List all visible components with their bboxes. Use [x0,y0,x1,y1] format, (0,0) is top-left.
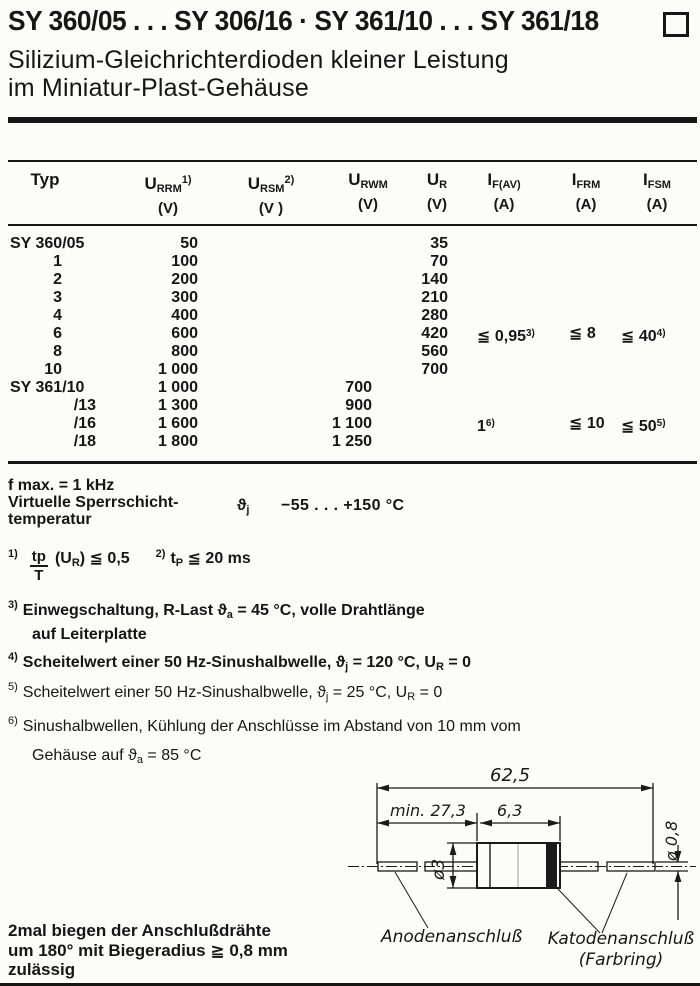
page-subtitle [8,46,509,102]
col-header-ifsm: IFSM (A) [643,170,671,213]
junction-temp-range: −55 . . . +150 °C [281,497,405,514]
table-row: 2 200 140 [53,271,448,288]
dim-overall-length: 62,5 [490,765,531,786]
page-title: SY 360/05 . . . SY 306/16 · SY 361/10 . . . SY 361/18 [8,5,599,36]
footnote-1-2: 1) $\frac{tp}{T}$ (UR) ≦ 0,5 2) tP ≦ 20 ms [8,548,251,584]
table-row: 3 300 210 [53,289,448,306]
table-row: 4 400 280 [53,307,448,324]
table-row: 10 1 000 700 [44,361,448,378]
ratings-table [8,235,681,451]
col-header-typ: Typ [30,170,60,189]
junction-temp-label: Virtuelle Sperrschicht- temperatur [8,494,179,528]
bend-note: 2mal biegen der Anschlußdrähte um 180° mit Biegeradius ≧ 0,8 mm zulässig [8,921,288,979]
table-header-rule [8,224,697,226]
corner-checkbox-icon [663,12,689,37]
table-row: SY 361/10 1 000 700 [10,379,372,396]
footnote-3: $^{3)}$ Einwegschaltung, R-Last ϑa = 45 °C, volle Drahtlänge auf Leiterplatte [8,599,425,643]
col-header-ursm: URSM$^{2)}$ (V ) [247,174,295,217]
anode-label: Anodenanschluß [381,927,523,947]
table-row: SY 360/05 50 35 [10,235,448,252]
table-row: /13 1 300 900 [73,397,372,414]
col-header-ur: UR (V) [426,170,448,213]
thick-divider [8,117,697,123]
col-header-ifrm: IFRM (A) [571,170,601,213]
table-row: /16 1 600 1 100 1$^{6)}$ ≦ 10 ≦ 50$^{5)}$ [73,415,666,435]
col-header-ifav: IF(AV) (A) [487,170,521,213]
junction-temp-symbol: ϑj [237,497,250,516]
table-row: 6 600 420 ≦ 0,95$^{3)}$ ≦ 8 ≦ 40$^{4)}$ [53,325,666,345]
table-top-rule [8,160,697,162]
footnote-4: $^{4)}$ Scheitelwert einer 50 Hz-Sinushalbwelle, ϑj = 120 °C, UR = 0 [8,651,472,673]
duty-cycle-fraction: $\frac{tp}{T}$ [31,548,46,584]
footnote-6: $^{6)}$ Sinushalbwellen, Kühlung der Anschlüsse im Abstand von 10 mm vom Gehäuse auf ϑa = 85 °C [8,715,521,766]
dim-body-diameter: ø3 [429,858,449,880]
dim-lead-min-length: min. 27,3 [390,801,466,820]
subtitle-line2: im Miniatur-Plast-Gehäuse [8,74,309,102]
dim-wire-diameter: ø 0,8 [662,820,681,861]
dim-body-length: 6,3 [497,801,523,820]
col-header-urrm: URRM$^{1)}$ (V) [144,174,192,217]
table-row: 1 100 70 [53,253,448,270]
subtitle-line1: Silizium-Gleichrichterdioden kleiner Leistung [8,46,509,74]
table-row: /18 1 800 1 250 [73,433,372,450]
table-bottom-rule [8,461,697,464]
footnote-5: $^{5)}$ Scheitelwert einer 50 Hz-Sinushalbwelle, ϑj = 25 °C, UR = 0 [8,681,443,703]
cathode-label: Katodenanschluß (Farbring) [547,929,695,970]
table-row: 8 800 560 [53,343,448,360]
col-header-urwm: URWM (V) [348,170,388,213]
fmax-spec: f max. = 1 kHz [8,477,115,494]
